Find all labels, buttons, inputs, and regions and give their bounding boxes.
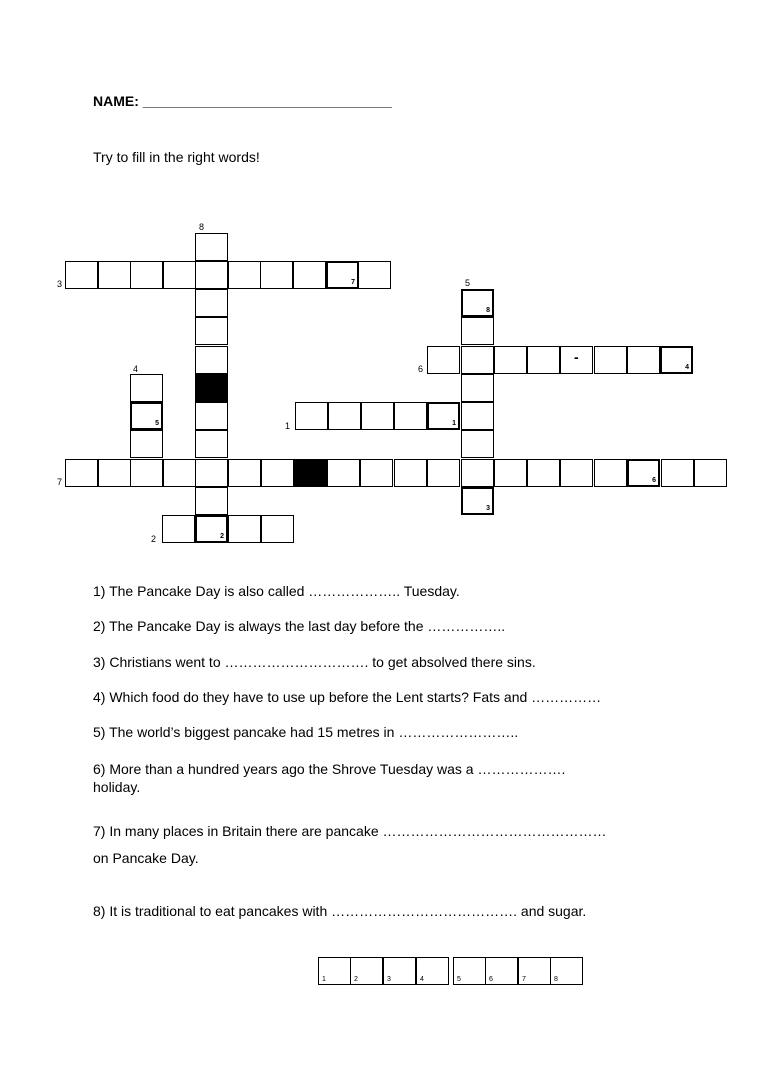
grid-cell[interactable] (358, 261, 391, 289)
solution-box[interactable] (416, 957, 449, 985)
grid-cell[interactable] (527, 459, 560, 487)
cell-number: 6 (652, 477, 656, 484)
grid-cell-numbered[interactable] (130, 402, 163, 430)
solution-box[interactable] (350, 957, 383, 985)
grid-cell[interactable] (130, 430, 163, 458)
grid-cell[interactable] (461, 459, 494, 487)
solution-number: 8 (554, 976, 558, 983)
hyphen-mark: - (574, 349, 579, 365)
grid-cell[interactable] (98, 459, 131, 487)
grid-cell[interactable] (328, 402, 361, 430)
grid-cell[interactable] (130, 374, 163, 402)
grid-cell-numbered[interactable] (627, 459, 660, 487)
solution-number: 1 (322, 976, 326, 983)
solution-box[interactable] (485, 957, 518, 985)
solution-box[interactable] (318, 957, 351, 985)
solution-box[interactable] (518, 957, 551, 985)
label-7: 7 (57, 477, 63, 487)
clue-6: 6) More than a hundred years ago the Shrove Tuesday was a ………………. (93, 761, 566, 777)
grid-cell[interactable] (293, 261, 326, 289)
grid-cell[interactable] (260, 261, 293, 289)
solution-number: 7 (522, 976, 526, 983)
clue-8: 8) It is traditional to eat pancakes with …………………………………. and sugar. (93, 903, 587, 919)
clue-7: 7) In many places in Britain there are pancake ………………………………………… (93, 823, 607, 839)
grid-cell[interactable] (195, 261, 228, 289)
grid-cell[interactable] (228, 459, 261, 487)
grid-cell-numbered[interactable] (461, 289, 494, 317)
grid-cell[interactable] (163, 261, 196, 289)
instruction-text: Try to fill in the right words! (93, 149, 260, 165)
grid-cell[interactable] (494, 346, 527, 374)
grid-cell-numbered[interactable] (427, 402, 460, 430)
clue-2: 2) The Pancake Day is always the last day before the …………….. (93, 618, 506, 634)
grid-cell[interactable] (228, 261, 261, 289)
clue-1: 1) The Pancake Day is also called ……………….. Tuesday. (93, 583, 460, 599)
label-3: 3 (57, 279, 63, 289)
cell-number: 1 (452, 420, 456, 427)
black-cell (195, 374, 228, 402)
grid-cell[interactable] (65, 261, 98, 289)
clue-3: 3) Christians went to …………………………. to get absolved there sins. (93, 654, 536, 670)
grid-cell[interactable] (394, 459, 427, 487)
name-field-label: NAME: ________________________________ (93, 93, 392, 109)
solution-number: 3 (387, 976, 391, 983)
grid-cell-numbered[interactable] (326, 261, 359, 289)
grid-cell[interactable] (130, 261, 163, 289)
grid-cell[interactable] (228, 515, 261, 543)
clue-4: 4) Which food do they have to use up before the Lent starts? Fats and …………… (93, 689, 602, 705)
solution-number: 6 (489, 976, 493, 983)
grid-cell[interactable] (195, 346, 228, 374)
solution-number: 2 (354, 976, 358, 983)
solution-box[interactable] (550, 957, 583, 985)
grid-cell[interactable] (494, 459, 527, 487)
label-4: 4 (133, 364, 139, 374)
black-cell (294, 459, 327, 487)
grid-cell[interactable] (427, 459, 460, 487)
grid-cell[interactable] (327, 459, 360, 487)
grid-cell-hyphen[interactable] (560, 346, 593, 374)
label-6: 6 (418, 364, 424, 374)
cell-number: 2 (220, 533, 224, 540)
grid-cell[interactable] (627, 346, 660, 374)
grid-cell[interactable] (163, 459, 196, 487)
grid-cell[interactable] (130, 459, 163, 487)
grid-cell[interactable] (195, 233, 228, 261)
grid-cell[interactable] (594, 346, 627, 374)
clue-7-continued: on Pancake Day. (93, 850, 199, 866)
solution-box[interactable] (383, 957, 416, 985)
solution-number: 4 (420, 976, 424, 983)
clue-6-continued: holiday. (93, 779, 141, 795)
grid-cell[interactable] (527, 346, 560, 374)
grid-cell[interactable] (560, 459, 593, 487)
grid-cell[interactable] (195, 459, 228, 487)
label-8: 8 (199, 222, 205, 232)
solution-box[interactable] (453, 957, 486, 985)
grid-cell[interactable] (65, 459, 98, 487)
grid-cell[interactable] (295, 402, 328, 430)
grid-cell[interactable] (261, 515, 294, 543)
grid-cell-numbered[interactable] (660, 346, 693, 374)
grid-cell[interactable] (98, 261, 131, 289)
grid-cell[interactable] (661, 459, 694, 487)
grid-cell[interactable] (162, 515, 195, 543)
grid-cell[interactable] (394, 402, 427, 430)
grid-cell[interactable] (360, 459, 393, 487)
grid-cell[interactable] (461, 402, 494, 430)
grid-cell[interactable] (195, 487, 228, 515)
grid-cell[interactable] (361, 402, 394, 430)
grid-cell[interactable] (461, 317, 494, 345)
cell-number: 4 (685, 364, 689, 371)
grid-cell[interactable] (694, 459, 727, 487)
grid-cell-numbered[interactable] (195, 515, 228, 543)
grid-cell[interactable] (461, 346, 494, 374)
label-2: 2 (151, 534, 157, 544)
grid-cell[interactable] (195, 402, 228, 430)
grid-cell[interactable] (195, 430, 228, 458)
solution-number: 5 (457, 976, 461, 983)
cell-number: 5 (155, 420, 159, 427)
label-5: 5 (465, 278, 471, 288)
grid-cell[interactable] (594, 459, 627, 487)
grid-cell[interactable] (261, 459, 294, 487)
grid-cell-numbered[interactable] (461, 487, 494, 515)
cell-number: 3 (486, 505, 490, 512)
grid-cell[interactable] (195, 289, 228, 317)
grid-cell[interactable] (461, 374, 494, 402)
cell-number: 7 (351, 279, 355, 286)
clue-5: 5) The world’s biggest pancake had 15 metres in …………………….. (93, 724, 519, 740)
grid-cell[interactable] (461, 430, 494, 458)
label-1: 1 (285, 421, 291, 431)
grid-cell[interactable] (427, 346, 460, 374)
cell-number: 8 (486, 307, 490, 314)
grid-cell[interactable] (195, 317, 228, 345)
